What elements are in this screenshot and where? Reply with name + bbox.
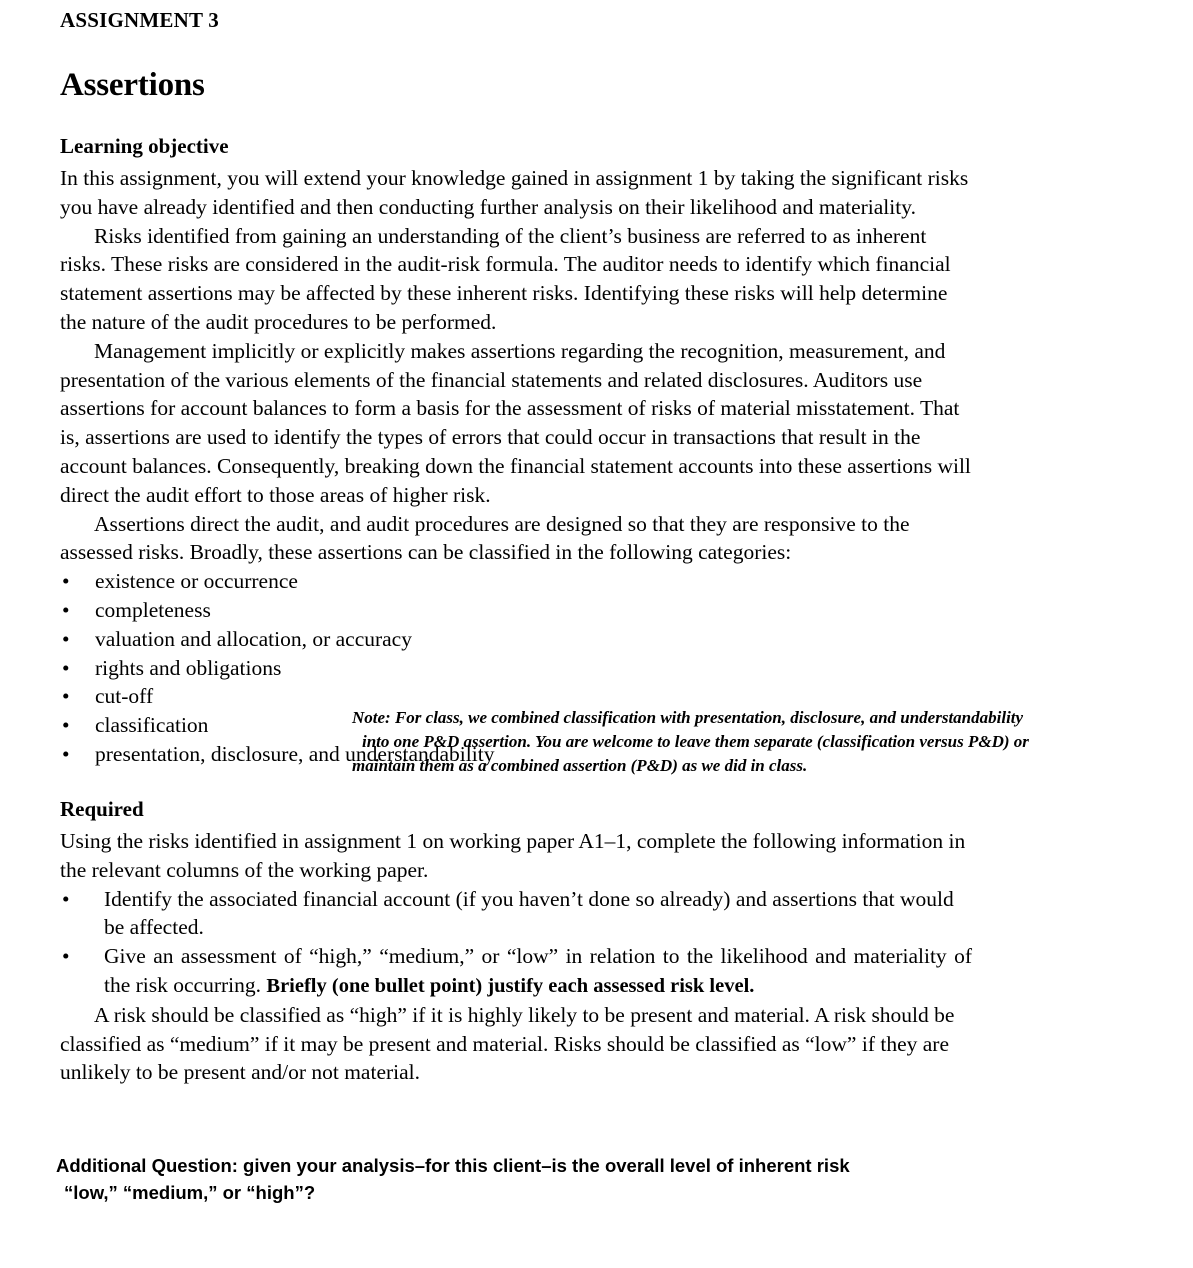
list-item	[60, 596, 972, 625]
note-line-1: Note: For class, we combined classification with presentation, disclosure, and understandability	[352, 708, 1024, 727]
document-content	[60, 8, 972, 1087]
bullet-icon: •	[62, 569, 70, 594]
required-bullets-list	[60, 885, 972, 1001]
required-bullet-emphasis: Briefly (one bullet point) justify each assessed risk level.	[266, 975, 755, 997]
required-closing-paragraph: A risk should be classified as “high” if it is highly likely to be present and material. A risk should be classified as “medium” if it may be present and material. Risks should be classified as “low” if they are unlikely to be present and/or not material.	[60, 1002, 955, 1085]
required-bullet-text-wrapper	[104, 942, 972, 1001]
bullet-icon: •	[62, 655, 70, 680]
assertion-category-label: valuation and allocation, or accuracy	[95, 626, 412, 651]
bullet-icon: •	[62, 684, 70, 709]
list-item	[60, 567, 972, 596]
bullet-icon: •	[62, 626, 70, 651]
assignment-label: ASSIGNMENT 3	[60, 8, 219, 32]
learning-objective-paragraph-2: Risks identified from gaining an understanding of the client’s business are referred to as inherent risks. These risks are considered in the audit-risk formula. The auditor needs to identify which financial statement assertions may be affected by these inherent risks. Identifying these risks will help determine the nature of the audit procedures to be performed.	[60, 223, 951, 335]
page-title: Assertions	[60, 67, 205, 104]
learning-objective-paragraph-4: Assertions direct the audit, and audit procedures are designed so that they are responsive to the assessed risks. Broadly, these assertions can be classified in the following categories:	[60, 511, 910, 565]
additional-question-line-2: “low,” “medium,” or “high”?	[64, 1182, 316, 1203]
bullet-icon: •	[62, 741, 70, 766]
assertion-category-label: rights and obligations	[95, 655, 282, 680]
note-line-2: into one P&D assertion. You are welcome to leave them separate (classification versus P&D) or	[362, 732, 1029, 751]
classification-note	[352, 706, 1152, 778]
required-heading: Required	[60, 796, 144, 821]
assertion-category-label: completeness	[95, 597, 211, 622]
note-line-3: maintain them as a combined assertion (P&D) as we did in class.	[352, 756, 808, 775]
assertion-category-label: existence or occurrence	[95, 569, 298, 594]
list-item	[60, 885, 972, 943]
required-intro-paragraph: Using the risks identified in assignment 1 on working paper A1–1, complete the following information in the relevant columns of the working paper.	[60, 829, 966, 882]
bullet-icon: •	[62, 597, 70, 622]
bullet-icon: •	[62, 713, 70, 738]
list-item	[60, 942, 972, 1001]
list-item	[60, 625, 972, 654]
bullet-icon: •	[62, 944, 70, 969]
list-item	[60, 654, 972, 683]
learning-objective-paragraph-3: Management implicitly or explicitly makes assertions regarding the recognition, measurement, and presentation of the various elements of the financial statements and related disclosures. Auditors use assertions for account balances to form a basis for the assessment of risks of material misstatement. That is, assertions are used to identify the types of errors that could occur in transactions that result in the account balances. Consequently, breaking down the financial statement accounts into these assertions will direct the audit effort to those areas of higher risk.	[60, 338, 971, 507]
additional-question-line-1: Additional Question: given your analysis–for this client–is the overall level of inherent risk	[56, 1155, 850, 1176]
learning-objective-paragraph-1: In this assignment, you will extend your knowledge gained in assignment 1 by taking the significant risks you have already identified and then conducting further analysis on their likelihood and materiality.	[60, 166, 969, 219]
assertion-category-label: classification	[95, 713, 209, 738]
assertion-category-label: cut-off	[95, 684, 154, 709]
required-bullet-text: Give an assessment of “high,” “medium,” or “low” in relation to the likelihood and materiality of the risk occurring.	[104, 944, 972, 997]
additional-question-block	[56, 1152, 1016, 1206]
learning-objective-heading: Learning objective	[60, 133, 229, 158]
required-bullet-text: Identify the associated financial account (if you haven’t done so already) and assertions that would be affected.	[104, 886, 954, 940]
assertion-category-label: presentation, disclosure, and understandability	[95, 741, 495, 766]
bullet-icon: •	[62, 886, 70, 911]
